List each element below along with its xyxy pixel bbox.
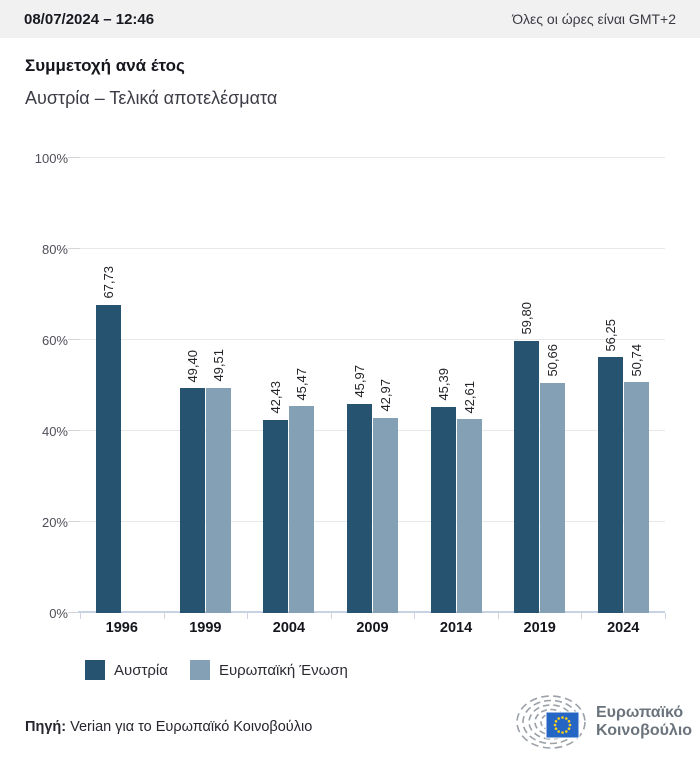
header-timezone-note: Όλες οι ώρες είναι GMT+2 — [512, 11, 676, 27]
bar-austria-1999[interactable] — [180, 388, 205, 613]
bar-eu-2009[interactable] — [373, 418, 398, 614]
y-axis-tick — [68, 430, 80, 431]
gridline — [80, 157, 665, 158]
header-bar — [0, 0, 700, 38]
bar-value-label: 59,80 — [519, 302, 535, 335]
bar-column — [457, 381, 482, 613]
chart-legend — [85, 660, 370, 680]
legend-label: Ευρωπαϊκή Ένωση — [218, 661, 348, 679]
x-axis-label-2014: 2014 — [439, 620, 473, 636]
legend-swatch — [190, 660, 210, 680]
bar-value-label: 50,74 — [628, 343, 644, 377]
y-axis-tick-label: 40% — [41, 424, 68, 439]
bar-column — [373, 379, 398, 613]
bar-column — [540, 344, 565, 613]
bar-value-label: 50,66 — [545, 343, 561, 377]
ep-logo-line2: Κοινοβούλιο — [596, 722, 693, 739]
legend-swatch — [85, 660, 105, 680]
bar-value-label: 42,43 — [268, 381, 284, 414]
bar-value-label: 49,51 — [210, 349, 226, 382]
bar-value-label: 45,39 — [435, 367, 451, 401]
gridline — [80, 248, 665, 249]
ep-hemicycle-flag-icon — [505, 692, 589, 752]
bar-eu-2014[interactable] — [457, 419, 482, 613]
x-axis-tick — [331, 613, 332, 619]
ep-logo-line1: Ευρωπαϊκό — [596, 704, 684, 722]
bar-value-label: 45,97 — [352, 365, 367, 398]
bar-column — [624, 344, 649, 613]
bar-austria-2014[interactable] — [431, 407, 456, 614]
y-axis-tick-label: 20% — [41, 515, 68, 530]
x-axis-tick — [498, 613, 499, 619]
bar-group-2009 — [347, 365, 398, 613]
bar-eu-2024[interactable] — [624, 382, 649, 613]
bar-column — [263, 381, 288, 613]
source-note — [25, 719, 312, 735]
header-datetime: 08/07/2024 – 12:46 — [24, 10, 155, 28]
bar-value-label: 42,97 — [378, 378, 393, 412]
bar-austria-2009[interactable] — [347, 404, 372, 613]
y-axis-tick — [68, 157, 80, 158]
x-axis-label-1996: 1996 — [105, 620, 138, 636]
x-axis-label-2004: 2004 — [272, 620, 306, 636]
bar-eu-2004[interactable] — [289, 406, 314, 613]
ep-logo — [505, 692, 692, 752]
y-axis-tick-label: 80% — [41, 242, 68, 257]
bar-eu-2019[interactable] — [540, 383, 565, 614]
bar-group-1999 — [180, 349, 231, 613]
source-prefix: Πηγή: — [25, 719, 67, 735]
legend-item-austria[interactable] — [85, 660, 168, 680]
bar-eu-1999[interactable] — [206, 388, 231, 613]
plot-area — [34, 151, 665, 621]
bar-value-label: 56,25 — [602, 318, 618, 352]
y-axis-tick — [68, 521, 80, 522]
bar-column — [598, 319, 623, 613]
bar-column — [347, 365, 372, 613]
source-text: Verian για το Ευρωπαϊκό Κοινοβούλιο — [66, 719, 313, 735]
x-axis-tick — [414, 613, 415, 619]
bar-column — [96, 266, 121, 613]
gridline — [80, 339, 665, 340]
bar-group-1996 — [96, 266, 121, 613]
page-title: Συμμετοχή ανά έτος — [25, 56, 185, 75]
bar-column — [514, 302, 539, 613]
bar-group-2019 — [514, 302, 565, 613]
x-axis-tick — [247, 613, 248, 619]
y-axis-tick-label: 60% — [41, 333, 68, 348]
legend-label: Αυστρία — [114, 661, 168, 679]
legend-item-eu[interactable] — [190, 660, 348, 680]
bar-value-label: 42,61 — [461, 380, 477, 414]
bar-austria-1996[interactable] — [96, 305, 121, 613]
bar-group-2014 — [431, 368, 482, 613]
bar-austria-2004[interactable] — [263, 420, 288, 613]
bar-column — [180, 350, 205, 613]
y-axis-tick — [68, 339, 80, 340]
bar-group-2004 — [263, 368, 314, 613]
x-axis-label-1999: 1999 — [189, 620, 222, 636]
bar-austria-2019[interactable] — [514, 341, 539, 613]
page-subtitle: Αυστρία – Τελικά αποτελέσματα — [25, 88, 278, 108]
bar-value-label: 45,47 — [294, 367, 310, 401]
bar-column — [289, 368, 314, 613]
x-axis-label-2024: 2024 — [607, 620, 640, 636]
y-axis-tick — [68, 248, 80, 249]
bar-column — [431, 368, 456, 613]
bar-value-label: 67,73 — [101, 266, 117, 299]
bar-austria-2024[interactable] — [598, 357, 623, 613]
x-axis-tick — [581, 613, 582, 619]
bar-column — [206, 349, 231, 613]
x-axis-tick — [80, 613, 81, 619]
ep-logo-text — [596, 704, 692, 739]
x-axis-tick — [665, 613, 666, 619]
y-axis-tick-label: 0% — [49, 606, 68, 621]
bar-value-label: 49,40 — [184, 349, 200, 383]
y-axis-tick-label: 100% — [34, 151, 68, 166]
x-axis-tick — [164, 613, 165, 619]
bar-group-2024 — [598, 319, 649, 613]
x-axis-label-2009: 2009 — [356, 620, 389, 636]
x-axis-label-2019: 2019 — [523, 620, 556, 636]
